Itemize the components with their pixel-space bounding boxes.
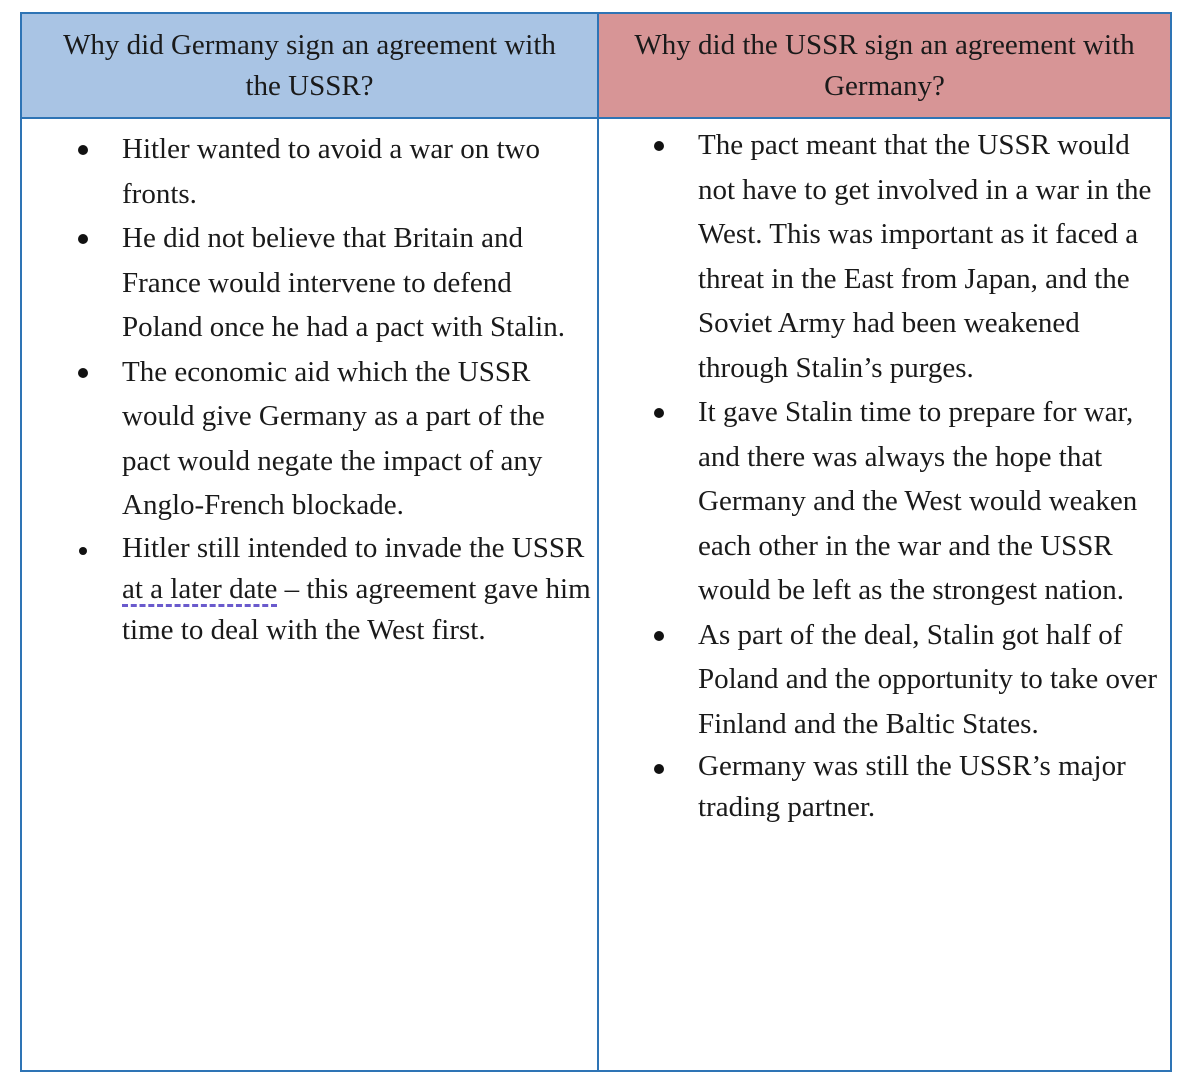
bullet-icon [654, 764, 664, 774]
list-item-text-end: – this agreement gave him time to deal with the West first. [122, 572, 591, 646]
list-item-text: As part of the deal, Stalin got half of Poland and the opportunity to take over Finland and the Baltic States. [698, 618, 1158, 740]
list-item [698, 123, 1170, 390]
header-germany-reasons-text: Why did Germany sign an agreement with the USSR? [63, 28, 556, 102]
list-item [122, 216, 594, 350]
comparison-table [20, 12, 1172, 1072]
germany-reasons-list [122, 127, 594, 651]
list-item [122, 350, 594, 528]
list-item-text: Hitler wanted to avoid a war on two fronts. [122, 133, 540, 210]
bullet-icon [79, 547, 87, 555]
bullet-icon [78, 145, 88, 155]
list-item [122, 127, 594, 216]
ussr-reasons-list [698, 123, 1170, 828]
header-ussr-reasons-text: Why did the USSR sign an agreement with Germany? [634, 28, 1135, 102]
bullet-icon [78, 234, 88, 244]
spellcheck-marked-text[interactable]: at a later date [122, 572, 278, 605]
list-item-text: The economic aid which the USSR would give Germany as a part of the pact would negate the impact of any Anglo-French blockade. [122, 355, 545, 521]
list-item-text: Germany was still the USSR’s major trading partner. [698, 750, 1126, 823]
list-item [122, 528, 594, 651]
list-item-text-start: Hitler still intended to invade the USSR [122, 531, 585, 564]
list-item [698, 390, 1170, 613]
bullet-icon [654, 141, 664, 151]
list-item-text: It gave Stalin time to prepare for war, and there was always the hope that Germany and the West would weaken each other in the war and the USSR would be left as the strongest nation. [698, 396, 1138, 606]
germany-reasons-cell [22, 119, 599, 1070]
header-ussr-reasons [599, 14, 1170, 119]
bullet-icon [78, 368, 88, 378]
list-item-text: He did not believe that Britain and France would intervene to defend Poland once he had a pact with Stalin. [122, 222, 565, 343]
list-item-text: The pact meant that the USSR would not have to get involved in a war in the West. This was important as it faced a threat in the East from Japan, and the Soviet Army had been weakened through Stalin’s purges. [698, 129, 1152, 384]
header-germany-reasons [22, 14, 599, 119]
bullet-icon [654, 631, 664, 641]
ussr-reasons-cell [599, 119, 1170, 1070]
list-item [698, 613, 1170, 747]
list-item [698, 746, 1170, 828]
bullet-icon [654, 408, 664, 418]
